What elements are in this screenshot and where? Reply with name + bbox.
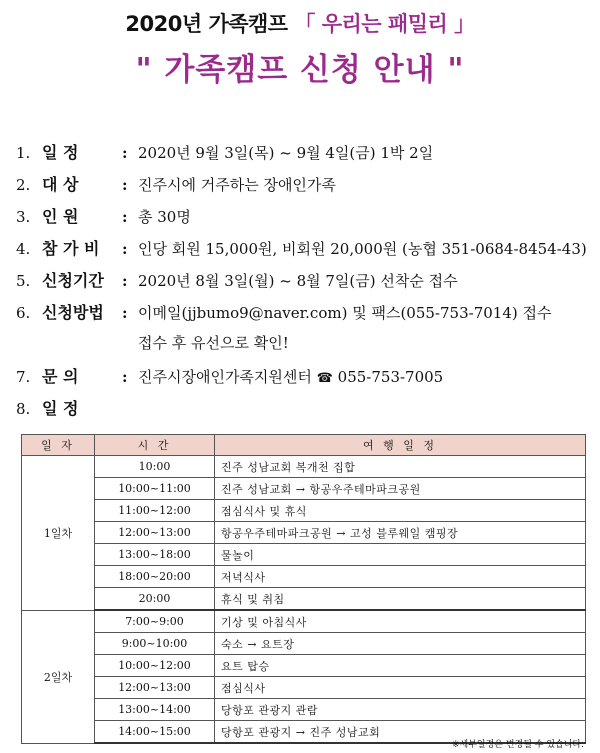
- table-row: [22, 522, 586, 544]
- time-cell: 7:00~9:00: [95, 610, 215, 633]
- item-label: 일 정: [42, 143, 79, 162]
- day-cell: 1일차: [22, 456, 95, 611]
- time-cell: 14:00~15:00: [95, 721, 215, 744]
- schedule-note: ※세부일정은 변경될 수 있습니다.: [451, 740, 584, 750]
- item-label: 인 원: [42, 207, 79, 226]
- time-cell: 18:00~20:00: [95, 566, 215, 588]
- item-label: 대 상: [42, 175, 79, 194]
- item-colon: :: [122, 272, 128, 290]
- item-number: 1.: [16, 144, 31, 162]
- info-item-application-note: [16, 332, 596, 364]
- activity-cell: 숙소 → 요트장: [215, 633, 586, 655]
- activity-cell: 점심식사 및 휴식: [215, 500, 586, 522]
- info-item-target: [16, 172, 596, 204]
- info-item-inquiry: [16, 364, 596, 396]
- table-row: [22, 566, 586, 588]
- item-value: 2020년 8월 3일(월) ~ 8월 7일(금) 선착순 접수: [138, 272, 458, 290]
- day-cell: 2일차: [22, 610, 95, 743]
- item-number: 7.: [16, 368, 31, 386]
- info-list: [16, 140, 596, 428]
- time-cell: 20:00: [95, 588, 215, 611]
- table-row: [22, 544, 586, 566]
- time-cell: 13:00~18:00: [95, 544, 215, 566]
- item-value: 접수 후 유선으로 확인!: [138, 334, 289, 352]
- time-cell: 10:00: [95, 456, 215, 478]
- table-row: [22, 478, 586, 500]
- inquiry-phone: 055-753-7005: [337, 368, 444, 386]
- time-cell: 12:00~13:00: [95, 677, 215, 699]
- time-cell: 13:00~14:00: [95, 699, 215, 721]
- item-number: 6.: [16, 304, 31, 322]
- item-colon: :: [122, 304, 128, 322]
- item-number: 4.: [16, 240, 31, 258]
- item-colon: :: [122, 208, 128, 226]
- activity-cell: 항공우주테마파크공원 → 고성 블루웨일 캠핑장: [215, 522, 586, 544]
- item-value: 인당 회원 15,000원, 비회원 20,000원 (농협 351-0684-8454-43): [138, 240, 587, 258]
- activity-cell: 당항포 관광지 → 진주 성남교회: [215, 721, 586, 744]
- item-label: 신청방법: [42, 303, 104, 322]
- item-value: 총 30명: [138, 208, 191, 226]
- table-row: [22, 610, 586, 633]
- table-header-row: [22, 435, 586, 456]
- activity-cell: 진주 성남교회 → 항공우주테마파크공원: [215, 478, 586, 500]
- schedule-table: [21, 434, 586, 744]
- activity-cell: 기상 및 아침식사: [215, 610, 586, 633]
- item-colon: :: [122, 144, 128, 162]
- title-highlight: 「 우리는 패밀리 」: [294, 12, 475, 36]
- item-label: 일 정: [42, 399, 79, 418]
- activity-cell: 휴식 및 취침: [215, 588, 586, 611]
- activity-cell: 요트 탑승: [215, 655, 586, 677]
- item-number: 8.: [16, 400, 31, 418]
- item-number: 3.: [16, 208, 31, 226]
- item-colon: :: [122, 176, 128, 194]
- activity-cell: 진주 성남교회 복개천 집합: [215, 456, 586, 478]
- table-row: [22, 588, 586, 611]
- item-label: 참 가 비: [42, 239, 100, 258]
- item-value: 진주시에 거주하는 장애인가족: [138, 176, 336, 194]
- item-label: 신청기간: [42, 271, 104, 290]
- item-value: [138, 366, 443, 387]
- info-item-headcount: [16, 204, 596, 236]
- table-row: [22, 699, 586, 721]
- activity-cell: 저녁식사: [215, 566, 586, 588]
- info-item-schedule-period: [16, 140, 596, 172]
- time-cell: 12:00~13:00: [95, 522, 215, 544]
- page-title: " 가족캠프 신청 안내 ": [135, 52, 465, 88]
- item-label: 문 의: [42, 367, 79, 386]
- title-prefix: 2020년 가족캠프: [125, 12, 288, 36]
- item-colon: :: [122, 240, 128, 258]
- item-value: 이메일(jjbumo9@naver.com) 및 팩스(055-753-7014) 접수: [138, 304, 552, 322]
- header-day: 일 자: [22, 435, 95, 456]
- activity-cell: 점심식사: [215, 677, 586, 699]
- time-cell: 11:00~12:00: [95, 500, 215, 522]
- activity-cell: 당항포 관광지 관람: [215, 699, 586, 721]
- time-cell: 10:00~11:00: [95, 478, 215, 500]
- item-number: 5.: [16, 272, 31, 290]
- table-row: [22, 456, 586, 478]
- header-itinerary: 여 행 일 정: [215, 435, 586, 456]
- info-item-fee: [16, 236, 596, 268]
- time-cell: 9:00~10:00: [95, 633, 215, 655]
- info-item-application-method: [16, 300, 596, 332]
- table-row: [22, 655, 586, 677]
- title-line1: [0, 8, 600, 38]
- info-item-application-period: [16, 268, 596, 300]
- table-row: [22, 633, 586, 655]
- table-row: [22, 677, 586, 699]
- item-colon: :: [122, 368, 128, 386]
- phone-icon: ☎: [316, 371, 333, 386]
- time-cell: 10:00~12:00: [95, 655, 215, 677]
- inquiry-org: 진주시장애인가족지원센터: [138, 368, 312, 386]
- header-time: 시 간: [95, 435, 215, 456]
- activity-cell: 물놀이: [215, 544, 586, 566]
- item-value: 2020년 9월 3일(목) ~ 9월 4일(금) 1박 2일: [138, 144, 434, 162]
- info-item-itinerary: [16, 396, 596, 428]
- table-row: [22, 500, 586, 522]
- item-number: 2.: [16, 176, 31, 194]
